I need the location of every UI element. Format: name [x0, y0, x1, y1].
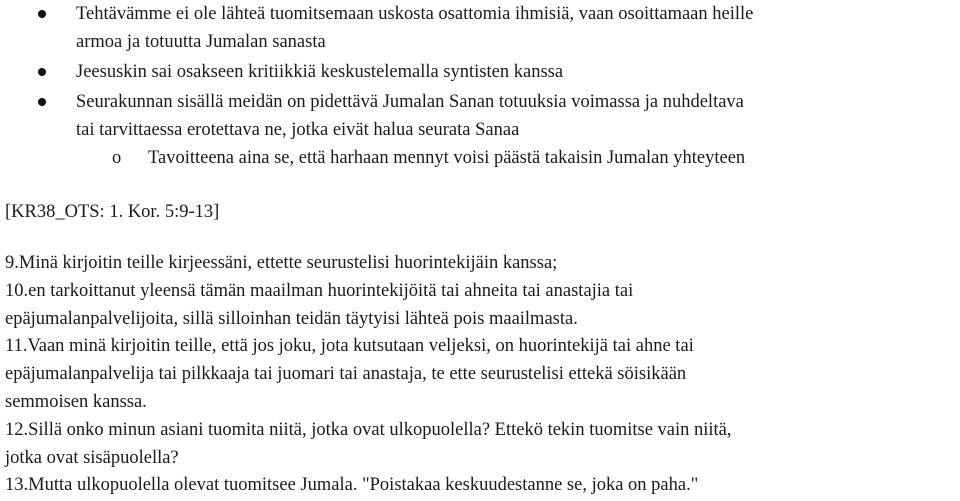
- bullet-item: [0, 0, 960, 56]
- verse-line: semmoisen kanssa.: [5, 391, 147, 412]
- verse-line: 11.Vaan minä kirjoitin teille, että jos joku, jota kutsutaan veljeksi, on huorintekijä tai ahne tai: [5, 336, 694, 357]
- verse-12: [5, 417, 960, 473]
- verse-line: 12.Sillä onko minun asiani tuomita niitä, jotka ovat ulkopuolella? Ettekö tekin tuomitse vain niitä,: [5, 419, 732, 440]
- bullet-dot-icon: [38, 98, 46, 106]
- bullet-item: [0, 88, 960, 144]
- sub-bullet-text: Tavoitteena aina se, että harhaan mennyt voisi päästä takaisin Jumalan yhteyteen: [148, 148, 746, 168]
- verse-line: epäjumalanpalvelijoita, sillä silloinhan teidän täytyisi lähteä pois maailmasta.: [5, 308, 578, 329]
- verse-11: [5, 333, 960, 416]
- scripture-reference: [KR38_OTS: 1. Kor. 5:9-13]: [5, 202, 220, 222]
- verse-line: epäjumalanpalvelija tai pilkkaaja tai juomari tai anastaja, te ette seurustelisi ettekä söisikään: [5, 364, 687, 385]
- bullet-list: [0, 0, 960, 172]
- bullet-dot-icon: [38, 10, 46, 18]
- sub-bullet-marker: o: [112, 148, 122, 168]
- bullet-dot-icon: [38, 68, 46, 76]
- bullet-line: armoa ja totuutta Jumalan sanasta: [76, 32, 326, 52]
- verse-line: 9.Minä kirjoitin teille kirjeessäni, ettette seurustelisi huorintekijäin kanssa;: [5, 253, 558, 273]
- verse-line: 13.Mutta ulkopuolella olevat tuomitsee Jumala. "Poistakaa keskuudestanne se, joka on paha.": [5, 475, 699, 496]
- bullet-line: tai tarvittaessa erotettava ne, jotka eivät halua seurata Sanaa: [76, 120, 520, 140]
- bullet-line: Tehtävämme ei ole lähteä tuomitsemaan uskosta osattomia ihmisiä, vaan osoittamaan heille: [76, 4, 754, 24]
- bullet-item: [0, 58, 960, 86]
- bullet-line: Seurakunnan sisällä meidän on pidettävä Jumalan Sanan totuuksia voimassa ja nuhdeltava: [76, 92, 744, 112]
- verse-9: [5, 250, 960, 278]
- verse-10: [5, 278, 960, 334]
- sub-bullet-item: [0, 144, 960, 172]
- verse-line: jotka ovat sisäpuolella?: [5, 447, 179, 468]
- verse-line: 10.en tarkoittanut yleensä tämän maailman huorintekijöitä tai ahneita tai anastajia tai: [5, 280, 634, 301]
- bullet-line: Jeesuskin sai osakseen kritiikkiä keskustelemalla syntisten kanssa: [76, 62, 564, 82]
- verse-list: [5, 250, 960, 500]
- verse-13: [5, 472, 960, 500]
